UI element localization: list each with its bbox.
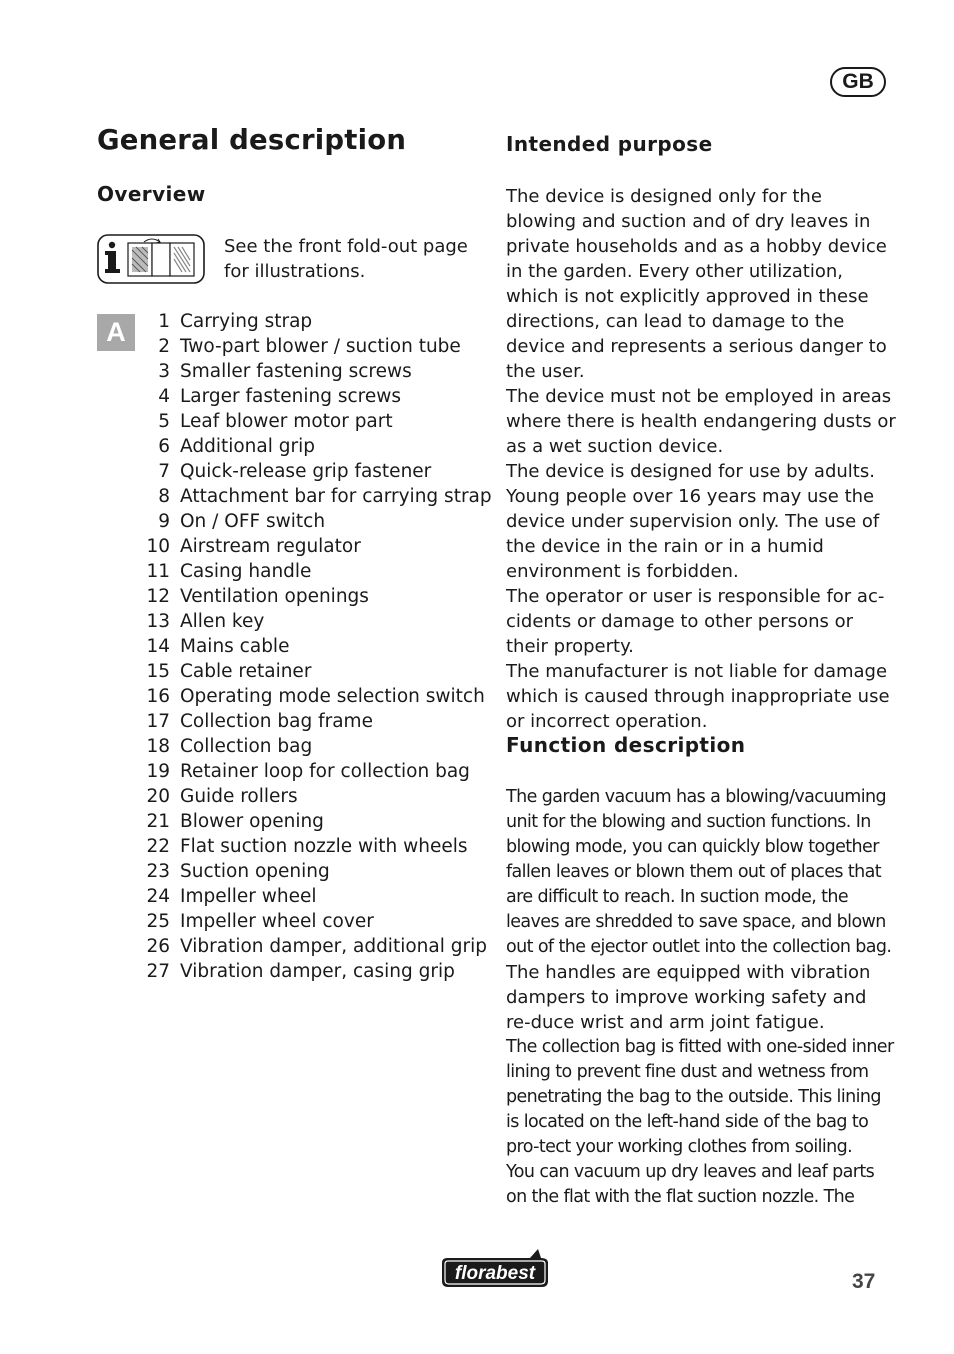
part-label: Cable retainer xyxy=(180,661,312,682)
part-number: 1 xyxy=(158,311,170,332)
paragraph: You can vacuum up dry leaves and leaf parts on the flat with the flat suction nozzle. The xyxy=(506,1162,875,1207)
list-item xyxy=(140,909,492,934)
list-item xyxy=(140,359,492,384)
list-item xyxy=(140,559,492,584)
part-label: Two-part blower / suction tube xyxy=(180,336,461,357)
list-item xyxy=(140,759,492,784)
page-title: General description xyxy=(97,124,407,156)
part-number: 25 xyxy=(146,911,170,932)
list-item xyxy=(140,959,492,984)
part-label: Impeller wheel cover xyxy=(180,911,374,932)
part-number: 9 xyxy=(158,511,170,532)
overview-heading: Overview xyxy=(97,182,206,206)
list-item xyxy=(140,884,492,909)
paragraph: The collection bag is fitted with one-sided inner lining to prevent fine dust and wetness from penetrating the bag to the outside. This lining is located on the left-hand side of the bag to pro-tect your working clothes from soiling. xyxy=(506,1037,894,1157)
part-number: 10 xyxy=(146,536,170,557)
part-number: 15 xyxy=(146,661,170,682)
list-item xyxy=(140,834,492,859)
paragraph: The handles are equipped with vibration dampers to improve working safety and re-duce wrist and arm joint fatigue. xyxy=(506,962,871,1033)
part-label: Larger fastening screws xyxy=(180,386,402,407)
list-item xyxy=(140,784,492,809)
list-item xyxy=(140,684,492,709)
part-number: 27 xyxy=(146,961,170,982)
list-item xyxy=(140,934,492,959)
logo-wordmark: florabest xyxy=(454,1263,536,1284)
part-label: Mains cable xyxy=(180,636,290,657)
part-label: Flat suction nozzle with wheels xyxy=(180,836,468,857)
part-label: Attachment bar for carrying strap xyxy=(180,486,492,507)
part-label: Retainer loop for collection bag xyxy=(180,761,470,782)
part-number: 23 xyxy=(146,861,170,882)
part-number: 14 xyxy=(146,636,170,657)
intended-purpose-heading: Intended purpose xyxy=(506,132,713,156)
florabest-logo xyxy=(438,1243,552,1289)
part-number: 18 xyxy=(146,736,170,757)
parts-list xyxy=(140,309,492,984)
part-number: 13 xyxy=(146,611,170,632)
part-label: On / OFF switch xyxy=(180,511,326,532)
part-number: 8 xyxy=(158,486,170,507)
list-item xyxy=(140,434,492,459)
part-number: 3 xyxy=(158,361,170,382)
function-description-heading: Function description xyxy=(506,733,746,757)
part-number: 2 xyxy=(158,336,170,357)
list-item xyxy=(140,459,492,484)
part-number: 26 xyxy=(146,936,170,957)
part-number: 6 xyxy=(158,436,170,457)
part-label: Smaller fastening screws xyxy=(180,361,412,382)
part-label: Impeller wheel xyxy=(180,886,317,907)
part-number: 19 xyxy=(146,761,170,782)
list-item xyxy=(140,709,492,734)
figure-letter-badge: A xyxy=(97,314,135,351)
list-item xyxy=(140,309,492,334)
list-item xyxy=(140,659,492,684)
part-label: Allen key xyxy=(180,611,265,632)
part-number: 7 xyxy=(158,461,170,482)
part-label: Blower opening xyxy=(180,811,324,832)
part-number: 21 xyxy=(146,811,170,832)
part-label: Ventilation openings xyxy=(180,586,369,607)
part-number: 12 xyxy=(146,586,170,607)
part-label: Vibration damper, casing grip xyxy=(180,961,455,982)
function-description-text xyxy=(506,785,896,1210)
part-label: Collection bag frame xyxy=(180,711,373,732)
list-item xyxy=(140,534,492,559)
list-item xyxy=(140,609,492,634)
list-item xyxy=(140,584,492,609)
part-label: Collection bag xyxy=(180,736,313,757)
list-item xyxy=(140,859,492,884)
list-item xyxy=(140,734,492,759)
part-label: Carrying strap xyxy=(180,311,313,332)
part-number: 24 xyxy=(146,886,170,907)
fold-out-note: See the front fold-out page for illustrations. xyxy=(224,236,468,282)
part-label: Guide rollers xyxy=(180,786,298,807)
part-label: Additional grip xyxy=(180,436,315,457)
language-badge: GB xyxy=(830,67,886,97)
part-number: 11 xyxy=(146,561,170,582)
fold-out-info-icon xyxy=(97,234,205,284)
part-number: 16 xyxy=(146,686,170,707)
paragraph: The manufacturer is not liable for damage which is caused through inappropriate use or incorrect operation. xyxy=(506,661,890,732)
part-number: 5 xyxy=(158,411,170,432)
paragraph: The garden vacuum has a blowing/vacuuming unit for the blowing and suction functions. In blowing mode, you can quickly blow together fallen leaves or blown them out of places that are difficult to reach. In suction mode, the leaves are shredded to save space, and blown out of the ejector outlet into the collection bag. xyxy=(506,787,892,957)
paragraph: The device is designed for use by adults. Young people over 16 years may use the device under supervision only. The use of the device in the rain or in a humid environment is forbidden. xyxy=(506,461,880,582)
part-number: 4 xyxy=(158,386,170,407)
list-item xyxy=(140,484,492,509)
list-item xyxy=(140,409,492,434)
list-item xyxy=(140,334,492,359)
part-label: Casing handle xyxy=(180,561,312,582)
part-label: Airstream regulator xyxy=(180,536,361,557)
page-number: 37 xyxy=(852,1270,876,1293)
part-label: Operating mode selection switch xyxy=(180,686,485,707)
list-item xyxy=(140,634,492,659)
intended-purpose-text xyxy=(506,184,896,734)
part-number: 22 xyxy=(146,836,170,857)
paragraph: The device must not be employed in areas where there is health endangering dusts or as a wet suction device. xyxy=(506,386,896,457)
part-label: Quick-release grip fastener xyxy=(180,461,432,482)
part-label: Suction opening xyxy=(180,861,330,882)
list-item xyxy=(140,509,492,534)
list-item xyxy=(140,809,492,834)
part-label: Leaf blower motor part xyxy=(180,411,393,432)
part-label: Vibration damper, additional grip xyxy=(180,936,487,957)
paragraph: The operator or user is responsible for ac-cidents or damage to other persons or their property. xyxy=(506,586,885,657)
part-number: 20 xyxy=(146,786,170,807)
list-item xyxy=(140,384,492,409)
paragraph: The device is designed only for the blowing and suction and of dry leaves in private households and as a hobby device in the garden. Every other utilization, which is not explicitly approved in these directions, can lead to damage to the device and represents a serious danger to the user. xyxy=(506,186,887,382)
part-number: 17 xyxy=(146,711,170,732)
